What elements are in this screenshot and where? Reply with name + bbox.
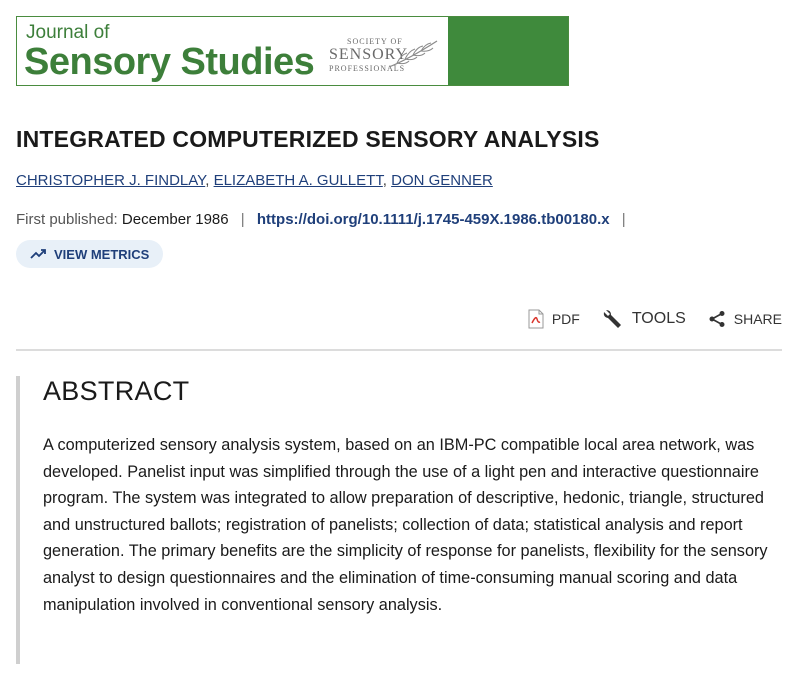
pdf-button[interactable] bbox=[528, 309, 580, 329]
separator: | bbox=[240, 211, 245, 228]
pdf-label: PDF bbox=[551, 311, 580, 327]
doi-link[interactable]: https://doi.org/10.1111/j.1745-459X.1986.tb00180.x bbox=[256, 211, 610, 228]
separator: | bbox=[621, 211, 626, 228]
publication-info bbox=[16, 211, 634, 228]
article-title: INTEGRATED COMPUTERIZED SENSORY ANALYSIS bbox=[16, 126, 600, 152]
wrench-icon bbox=[602, 308, 624, 330]
abstract-heading: ABSTRACT bbox=[43, 376, 190, 406]
journal-name-line1: Journal of bbox=[26, 22, 110, 43]
journal-banner[interactable] bbox=[16, 16, 569, 86]
journal-name-line2: Sensory Studies bbox=[24, 41, 315, 83]
first-published-date: December 1986 bbox=[121, 211, 229, 228]
author-separator: , bbox=[205, 172, 214, 189]
tools-label: TOOLS bbox=[631, 310, 686, 327]
author-link[interactable]: ELIZABETH A. GULLETT bbox=[213, 172, 383, 189]
banner-green-block bbox=[448, 17, 568, 85]
pdf-icon bbox=[528, 309, 544, 329]
wheat-icon bbox=[387, 37, 439, 77]
society-line1: SOCIETY OF bbox=[347, 37, 403, 46]
society-logo bbox=[329, 37, 439, 77]
trending-up-icon bbox=[30, 248, 46, 260]
society-line3: PROFESSIONALS bbox=[329, 64, 406, 73]
share-label: SHARE bbox=[733, 311, 782, 327]
share-button[interactable] bbox=[708, 310, 782, 328]
view-metrics-label: VIEW METRICS bbox=[54, 246, 150, 262]
author-separator: , bbox=[382, 172, 392, 189]
share-icon bbox=[708, 310, 726, 328]
tools-button[interactable] bbox=[602, 308, 686, 330]
article-toolbar bbox=[506, 308, 782, 330]
view-metrics-button[interactable] bbox=[16, 240, 163, 268]
society-line2: SENSORY bbox=[329, 46, 409, 63]
author-link[interactable]: CHRISTOPHER J. FINDLAY bbox=[16, 172, 206, 189]
section-divider bbox=[16, 349, 782, 351]
abstract-section bbox=[16, 376, 782, 664]
author-link[interactable]: DON GENNER bbox=[391, 172, 493, 189]
abstract-text: A computerized sensory analysis system, based on an IBM-PC compatible local area network, was developed. Panelist input was simplified through the use of a light pen and interactive questionnaire program. The system was integrated to allow preparation of descriptive, hedonic, triangle, structured and unstructured ballots; registration of panelists; collection of data; statistical analysis and report generation. The primary benefits are the simplicity of response for panelists, flexibility for the sensory analyst to design questionnaires and the elimination of time-consuming manual scoring and data manipulation involved in conventional sensory analysis. bbox=[43, 436, 768, 614]
first-published-label: First published: bbox=[16, 211, 118, 228]
author-list bbox=[16, 172, 493, 189]
